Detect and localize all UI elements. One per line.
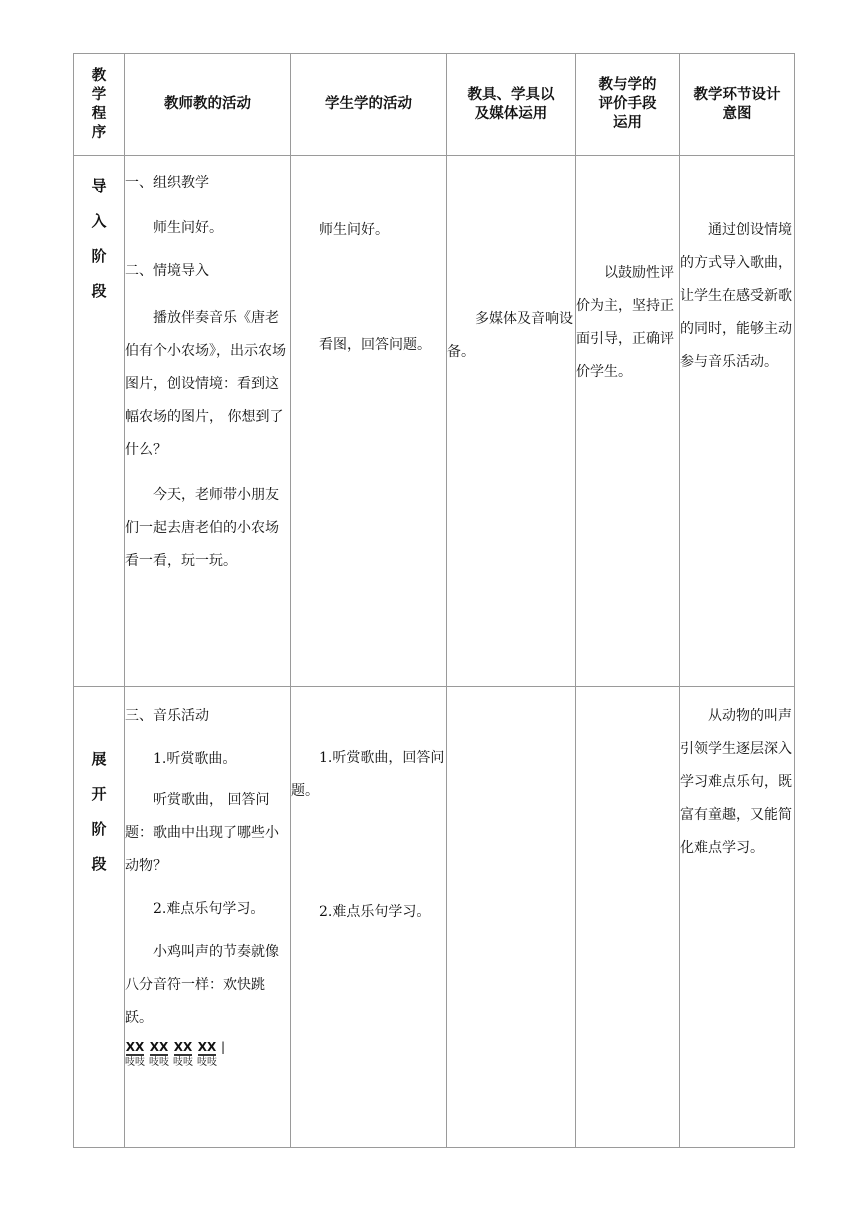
paragraph: 1.听赏歌曲，回答问题。: [291, 750, 445, 799]
paragraph: 2.难点乐句学习。: [319, 904, 431, 920]
rhythm-note: XX 吱吱: [197, 1040, 217, 1068]
header-student: 学生学的活动: [291, 54, 447, 156]
stage-char: 导: [91, 177, 107, 195]
student-activity-cell: [291, 156, 447, 687]
paragraph: 看图，回答问题。: [319, 337, 431, 353]
rhythm-note: XX 吱吱: [149, 1040, 169, 1068]
stage-char: 段: [91, 855, 107, 873]
lesson-plan-table: [73, 53, 795, 1148]
rhythm-note: XX 吱吱: [173, 1040, 193, 1068]
teacher-activity-cell: [125, 156, 291, 687]
rhythm-notation: [125, 1041, 290, 1069]
section-heading: 一、组织教学: [125, 175, 209, 191]
stage-cell: [74, 687, 125, 1148]
stage-char: 阶: [91, 247, 107, 265]
design-intent-cell: [680, 687, 795, 1148]
media-cell: [447, 687, 576, 1148]
header-teacher: 教师教的活动: [125, 54, 291, 156]
section-heading: 三、音乐活动: [125, 708, 209, 724]
section-heading: 二、情境导入: [125, 263, 209, 279]
barline: |: [221, 1040, 226, 1054]
stage-char: 入: [91, 212, 107, 230]
header-row: [74, 54, 795, 156]
evaluation-cell: [576, 156, 680, 687]
design-intent-cell: [680, 156, 795, 687]
table-row: [74, 156, 795, 687]
paragraph: 多媒体及音响设备。: [447, 311, 573, 360]
header-media: 教具、学具以及媒体运用: [447, 54, 576, 156]
header-evaluation: 教与学的评价手段运用: [576, 54, 680, 156]
paragraph: 听赏歌曲， 回答问题：歌曲中出现了哪些小动物？: [125, 792, 279, 874]
media-cell: [447, 156, 576, 687]
stage-char: 段: [91, 282, 107, 300]
paragraph: 通过创设情境的方式导入歌曲，让学生在感受新歌的同时，能够主动参与音乐活动。: [680, 222, 792, 370]
paragraph: 1.听赏歌曲。: [153, 751, 237, 767]
paragraph: 小鸡叫声的节奏就像八分音符一样：欢快跳跃。: [125, 944, 279, 1026]
student-activity-cell: [291, 687, 447, 1148]
stage-char: 展: [91, 750, 107, 768]
teacher-activity-cell: [125, 687, 291, 1148]
stage-char: 开: [91, 785, 107, 803]
paragraph: 从动物的叫声引领学生逐层深入学习难点乐句，既富有童趣，又能简化难点学习。: [680, 708, 792, 856]
evaluation-cell: [576, 687, 680, 1148]
paragraph: 播放伴奏音乐《唐老伯有个小农场》，出示农场图片，创设情境：看到这幅农场的图片， 你想到了什么？: [125, 310, 286, 458]
rhythm-note: XX 吱吱: [125, 1040, 145, 1068]
header-design: 教学环节设计意图: [680, 54, 795, 156]
paragraph: 今天，老师带小朋友们一起去唐老伯的小农场看一看，玩一玩。: [125, 487, 279, 569]
paragraph: 师生问好。: [153, 220, 223, 236]
stage-cell: [74, 156, 125, 687]
paragraph: 2.难点乐句学习。: [153, 901, 265, 917]
paragraph: 以鼓励性评价为主，坚持正面引导，正确评价学生。: [576, 265, 674, 380]
stage-char: 阶: [91, 820, 107, 838]
paragraph: 师生问好。: [319, 222, 389, 238]
table-row: [74, 687, 795, 1148]
header-program: 教学程序: [74, 54, 125, 156]
